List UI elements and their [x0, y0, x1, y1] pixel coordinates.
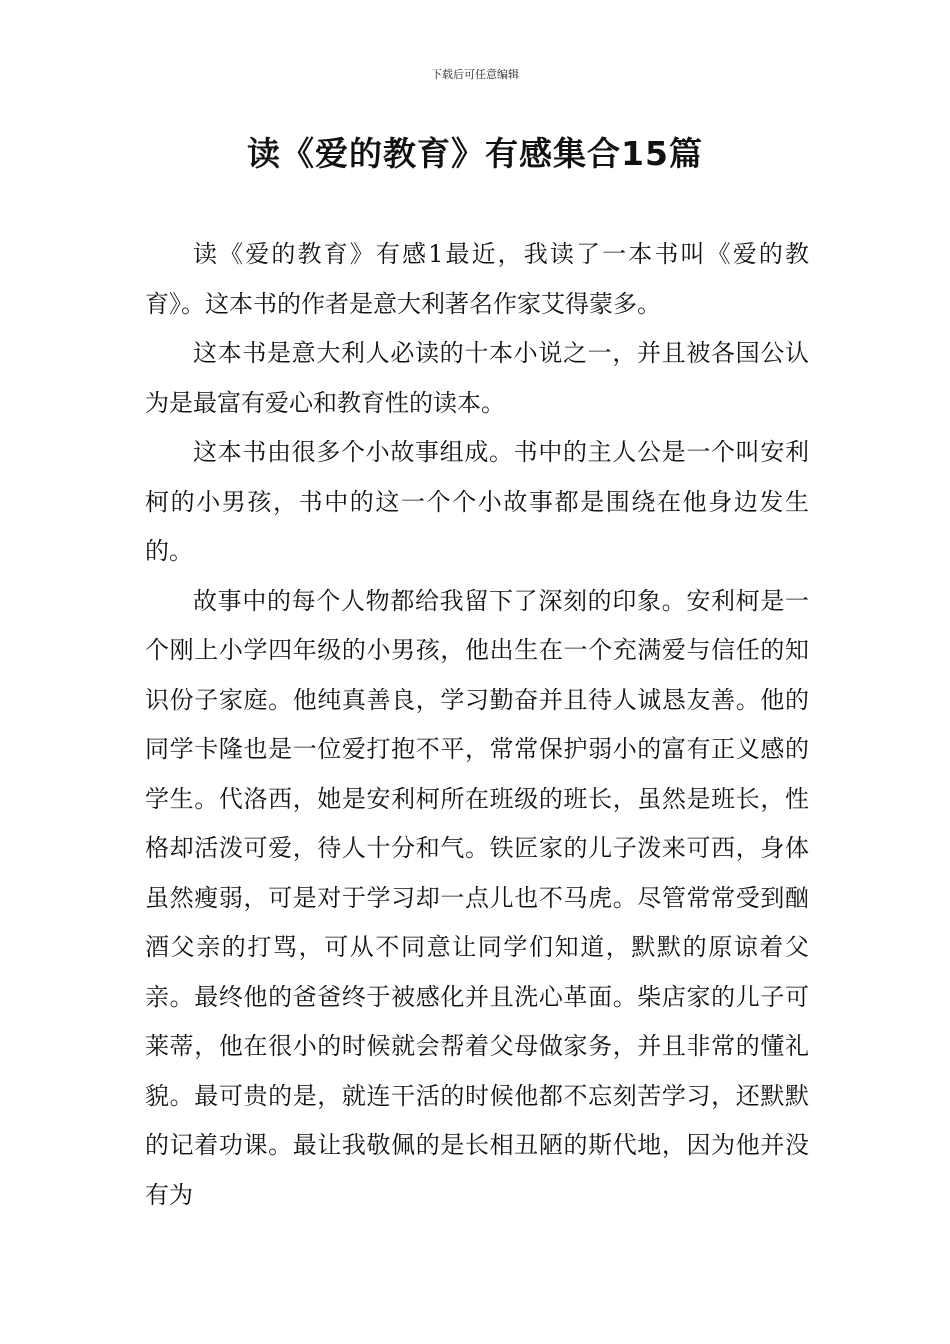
header-note: 下载后可任意编辑 — [431, 68, 519, 81]
paragraph: 这本书由很多个小故事组成。书中的主人公是一个叫安利柯的小男孩，书中的这一个个小故事都是围绕在他身边发生的。 — [145, 438, 809, 565]
document-title: 读《爱的教育》有感集合15篇 — [247, 134, 703, 173]
paragraph: 读《爱的教育》有感1最近，我读了一本书叫《爱的教育》。这本书的作者是意大利著名作家艾得蒙多。 — [145, 240, 809, 318]
paragraph: 这本书是意大利人必读的十本小说之一，并且被各国公认为是最富有爱心和教育性的读本。 — [145, 339, 809, 417]
document-body — [145, 230, 809, 1220]
paragraph: 故事中的每个人物都给我留下了深刻的印象。安利柯是一个刚上小学四年级的小男孩，他出生在一个充满爱与信任的知识份子家庭。他纯真善良，学习勤奋并且待人诚恳友善。他的同学卡隆也是一位爱打抱不平，常常保护弱小的富有正义感的学生。代洛西，她是安利柯所在班级的班长，虽然是班长，性格却活泼可爱，待人十分和气。铁匠家的儿子泼来可西，身体虽然瘦弱，可是对于学习却一点儿也不马虎。尽管常常受到酗酒父亲的打骂，可从不同意让同学们知道，默默的原谅着父亲。最终他的爸爸终于被感化并且洗心革面。柴店家的儿子可莱蒂，他在很小的时候就会帮着父母做家务，并且非常的懂礼貌。最可贵的是，就连干活的时候他都不忘刻苦学习，还默默的记着功课。最让我敬佩的是长相丑陋的斯代地，因为他并没有为 — [145, 586, 809, 1209]
